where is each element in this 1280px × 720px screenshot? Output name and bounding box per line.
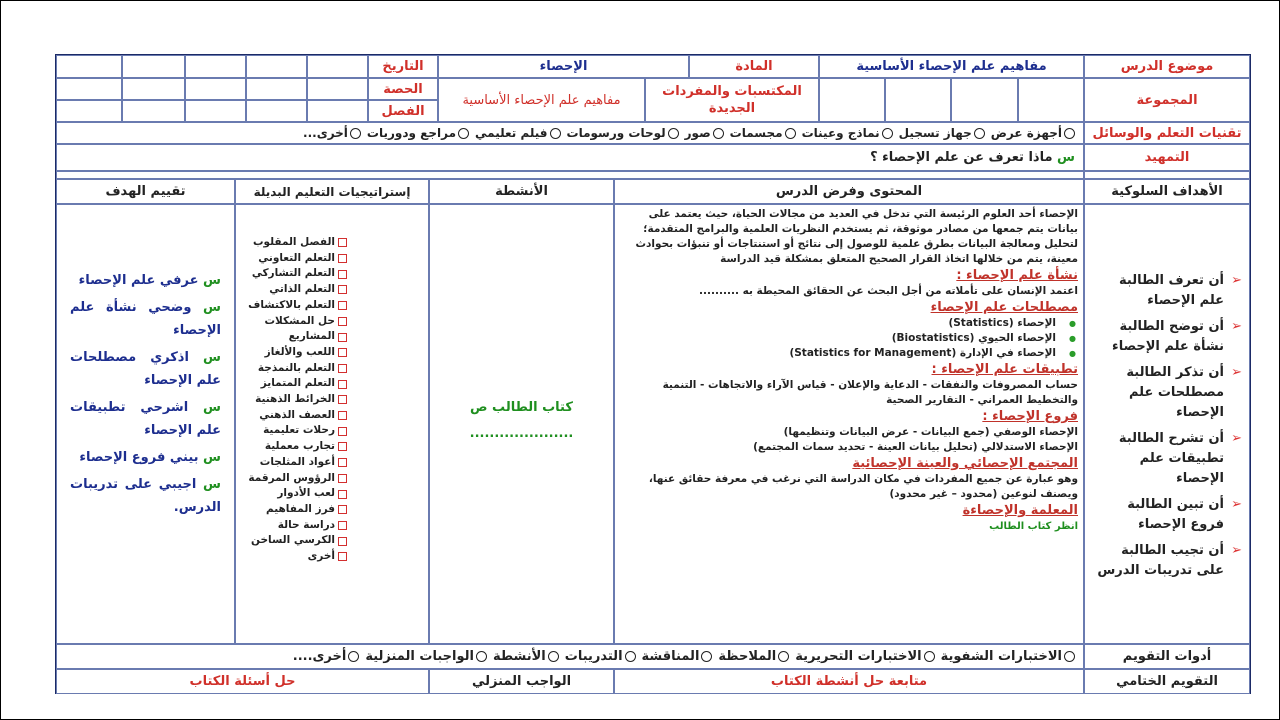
terms-list xyxy=(620,316,1078,361)
apps-text: حساب المصروفات والنفقات - الدعاية والإعلان - قياس الآراء والاتجاهات - التنمية والتخطيط العمراني - التقارير الصحية xyxy=(662,379,1078,406)
col-activities: الأنشطة xyxy=(429,179,614,204)
class-cell-5[interactable] xyxy=(56,100,122,122)
arrow-icon: ➢ xyxy=(1231,497,1242,512)
strategy-checkbox[interactable]: حل المشكلات xyxy=(239,314,425,330)
evaluation-item: س عرفي علم الإحصاء xyxy=(78,273,221,288)
arrow-icon: ➢ xyxy=(1231,273,1242,288)
strategy-checkbox[interactable]: فرز المفاهيم xyxy=(239,502,425,518)
col-objectives: الأهداف السلوكية xyxy=(1084,179,1250,204)
date-cell-1[interactable] xyxy=(307,55,368,78)
vocab-value: مفاهيم علم الإحصاء الأساسية xyxy=(438,78,645,122)
strategy-checkbox[interactable]: الكرسي الساخن xyxy=(239,533,425,549)
intro-label: التمهيد xyxy=(1084,144,1250,171)
class-cell-2[interactable] xyxy=(246,100,307,122)
period-cell-4[interactable] xyxy=(122,78,185,100)
tool-option[interactable]: جهاز تسجيل xyxy=(899,126,985,140)
term-item: ● الإحصاء (Statistics) xyxy=(620,316,1060,331)
arrow-icon: ➢ xyxy=(1231,543,1242,558)
assessment-option[interactable]: الاختبارات التحريرية xyxy=(795,649,934,664)
objective-item: ➢ أن توضح الطالبة نشأة علم الإحصاء xyxy=(1112,319,1242,354)
population-text: وهو عبارة عن جميع المفردات في مكان الدراسة التي نرغب في معرفة حقائق عنها، ويصنف لنوعين (محدود – غير محدود) xyxy=(648,473,1078,500)
evaluation-item: س اذكري مصطلحات علم الإحصاء xyxy=(70,350,221,388)
assessment-option[interactable]: الاختبارات الشفوية xyxy=(941,649,1075,664)
assessment-option[interactable]: الملاحظة xyxy=(718,649,789,664)
arrow-icon: ➢ xyxy=(1231,365,1242,380)
content-intro: الإحصاء أحد العلوم الرئيسة التي تدخل في العديد من مجالات الحياة، حيث يعتمد على بيانات يتم جمعها من مصادر موثوقة، ثم يستخدم النظريات العلمية والبرامج المتقدمة؛ لتحليل ومعالجة البيانات بطرق علمية للوصول إلى نتائج أو استنتاجات أو تنبؤات بحوادث معينة، يتم من خلالها اتخاذ القرار الصحيح المتعلق بمشكلة قيد الدراسة xyxy=(635,208,1078,265)
strategy-checkbox[interactable]: تجارب معملية xyxy=(239,439,425,455)
arrow-icon: ➢ xyxy=(1231,431,1242,446)
evaluation-list xyxy=(56,265,235,527)
topic-label: موضوع الدرس xyxy=(1084,55,1250,78)
class-cell-3[interactable] xyxy=(185,100,246,122)
col-strategies: إستراتيجيات التعليم البديلة xyxy=(235,179,429,204)
assessment-option[interactable]: الأنشطة xyxy=(493,649,559,664)
strategy-checkbox[interactable]: المشاريع xyxy=(239,329,425,345)
strategy-checkbox[interactable]: الرؤوس المرقمة xyxy=(239,471,425,487)
strategy-checkbox[interactable]: التعلم الذاتي xyxy=(239,282,425,298)
date-cell-4[interactable] xyxy=(122,55,185,78)
assessment-option[interactable]: المناقشة xyxy=(642,649,713,664)
subject-label: المادة xyxy=(689,55,819,78)
strategy-checkbox[interactable]: أخرى xyxy=(239,549,425,565)
strategy-checkbox[interactable]: رحلات تعليمية xyxy=(239,423,425,439)
intro-question xyxy=(56,144,1084,171)
subject-value: الإحصاء xyxy=(438,55,689,78)
topic-value: مفاهيم علم الإحصاء الأساسية xyxy=(819,55,1084,78)
term-item: ● الإحصاء في الإدارة (Statistics for Management) xyxy=(620,346,1060,361)
activities-dots: ..................... xyxy=(469,426,574,441)
assessment-options xyxy=(56,644,1084,669)
class-cell-1[interactable] xyxy=(307,100,368,122)
tools-label: تقنيات التعلم والوسائل xyxy=(1084,122,1250,144)
branch-item: الإحصاء الوصفي (جمع البيانات - عرض البيانات وتنظيمها) xyxy=(783,426,1078,438)
see-book-note: انظر كتاب الطالب xyxy=(989,521,1078,532)
assessment-option[interactable]: التدريبات xyxy=(565,649,636,664)
strategy-checkbox[interactable]: العصف الذهني xyxy=(239,408,425,424)
date-cell-3[interactable] xyxy=(185,55,246,78)
branches-heading: فروع الإحصاء : xyxy=(982,409,1078,424)
period-cell-1[interactable] xyxy=(307,78,368,100)
strategy-checkbox[interactable]: التعلم التعاوني xyxy=(239,251,425,267)
evaluation-item: س اشرحي تطبيقات علم الإحصاء xyxy=(70,400,221,438)
objective-item: ➢ أن تجيب الطالبة على تدريبات الدرس xyxy=(1097,543,1242,578)
evaluation-item: س بيني فروع الإحصاء xyxy=(79,450,221,465)
activities-book: كتاب الطالب ص xyxy=(470,400,573,415)
group-cell-4[interactable] xyxy=(819,78,885,122)
date-cell-2[interactable] xyxy=(246,55,307,78)
objectives-list xyxy=(1084,265,1250,593)
origin-text: اعتمد الإنسان على تأملاته من أجل البحث عن الحقائق المحيطة به .......... xyxy=(699,285,1078,297)
lesson-content xyxy=(614,205,1084,645)
spacer xyxy=(1084,171,1250,179)
group-cell-3[interactable] xyxy=(885,78,951,122)
tool-option[interactable]: فيلم تعليمي xyxy=(475,126,561,140)
objective-item: ➢ أن تعرف الطالبة علم الإحصاء xyxy=(1119,273,1242,308)
tool-option[interactable]: أخرى... xyxy=(303,126,361,140)
book-questions: حل أسئلة الكتاب xyxy=(56,669,429,694)
final-label: التقويم الختامي xyxy=(1084,669,1250,694)
strategy-checkbox[interactable]: اللعب والألغاز xyxy=(239,345,425,361)
period-cell-2[interactable] xyxy=(246,78,307,100)
term-item: ● الإحصاء الحيوي (Biostatistics) xyxy=(620,331,1060,346)
arrow-icon: ➢ xyxy=(1231,319,1242,334)
lesson-plan-table xyxy=(55,54,1251,694)
tool-option[interactable]: نماذج وعينات xyxy=(802,126,893,140)
class-label: الفصل xyxy=(368,100,438,122)
activities-content xyxy=(429,395,614,447)
period-cell-5[interactable] xyxy=(56,78,122,100)
strategy-checkbox[interactable]: التعلم بالنمذجة xyxy=(239,361,425,377)
group-label: المجموعة xyxy=(1084,78,1250,122)
tool-option[interactable]: صور xyxy=(685,126,724,140)
objective-item: ➢ أن تشرح الطالبة تطبيقات علم الإحصاء xyxy=(1118,431,1242,486)
question-prefix: س xyxy=(1057,150,1075,165)
branch-item: الإحصاء الاستدلالي (تحليل بيانات العينة - تحديد سمات المجتمع) xyxy=(753,441,1078,453)
col-content: المحتوى وفرض الدرس xyxy=(614,179,1084,204)
terms-heading: مصطلحات علم الإحصاء xyxy=(930,300,1078,315)
date-cell-5[interactable] xyxy=(56,55,122,78)
period-label: الحصة xyxy=(368,78,438,100)
date-label: التاريخ xyxy=(368,55,438,78)
assessment-option[interactable]: الواجبات المنزلية xyxy=(365,649,487,664)
vocab-label: المكتسبات والمفردات الجديدة xyxy=(645,78,819,122)
class-cell-4[interactable] xyxy=(122,100,185,122)
activities-followup: متابعة حل أنشطة الكتاب xyxy=(614,669,1084,694)
evaluation-item: س وضحي نشأة علم الإحصاء xyxy=(70,300,221,338)
group-cell-1[interactable] xyxy=(1018,78,1084,122)
group-cell-2[interactable] xyxy=(951,78,1018,122)
spacer xyxy=(56,171,1084,179)
col-evaluation: تقييم الهدف xyxy=(56,179,235,204)
strategy-checkbox[interactable]: دراسة حالة xyxy=(239,518,425,534)
strategy-checkbox[interactable]: لعب الأدوار xyxy=(239,486,425,502)
strategy-checkbox[interactable]: التعلم التشاركي xyxy=(239,266,425,282)
strategy-checkbox[interactable]: الفصل المقلوب xyxy=(239,235,425,251)
assessment-option[interactable]: أخرى.... xyxy=(293,649,360,664)
strategies-list xyxy=(235,233,429,567)
population-heading: المجتمع الإحصائي والعينة الإحصائية xyxy=(852,456,1078,471)
evaluation-item: س اجيبي على تدريبات الدرس. xyxy=(70,477,221,515)
tools-options xyxy=(56,122,1084,144)
assessment-label: أدوات التقويم xyxy=(1084,644,1250,669)
strategy-checkbox[interactable]: التعلم المتمايز xyxy=(239,376,425,392)
strategy-checkbox[interactable]: الخرائط الذهنية xyxy=(239,392,425,408)
objective-item: ➢ أن تذكر الطالبة مصطلحات علم الإحصاء xyxy=(1126,365,1242,420)
tool-option[interactable]: أجهزة عرض xyxy=(991,126,1075,140)
homework-label: الواجب المنزلي xyxy=(429,669,614,694)
origin-heading: نشأة علم الإحصاء : xyxy=(956,268,1078,283)
tool-option[interactable]: مجسمات xyxy=(730,126,796,140)
strategy-checkbox[interactable]: التعلم بالاكتشاف xyxy=(239,298,425,314)
tool-option[interactable]: مراجع ودوريات xyxy=(367,126,469,140)
strategy-checkbox[interactable]: أعواد المثلجات xyxy=(239,455,425,471)
period-cell-3[interactable] xyxy=(185,78,246,100)
parameter-heading: المعلمة والإحصاءة xyxy=(962,503,1078,518)
tool-option[interactable]: لوحات ورسومات xyxy=(567,126,679,140)
intro-question-text: ماذا تعرف عن علم الإحصاء ؟ xyxy=(870,150,1053,165)
apps-heading: تطبيقات علم الإحصاء : xyxy=(931,362,1078,377)
objective-item: ➢ أن تبين الطالبة فروع الإحصاء xyxy=(1127,497,1242,532)
